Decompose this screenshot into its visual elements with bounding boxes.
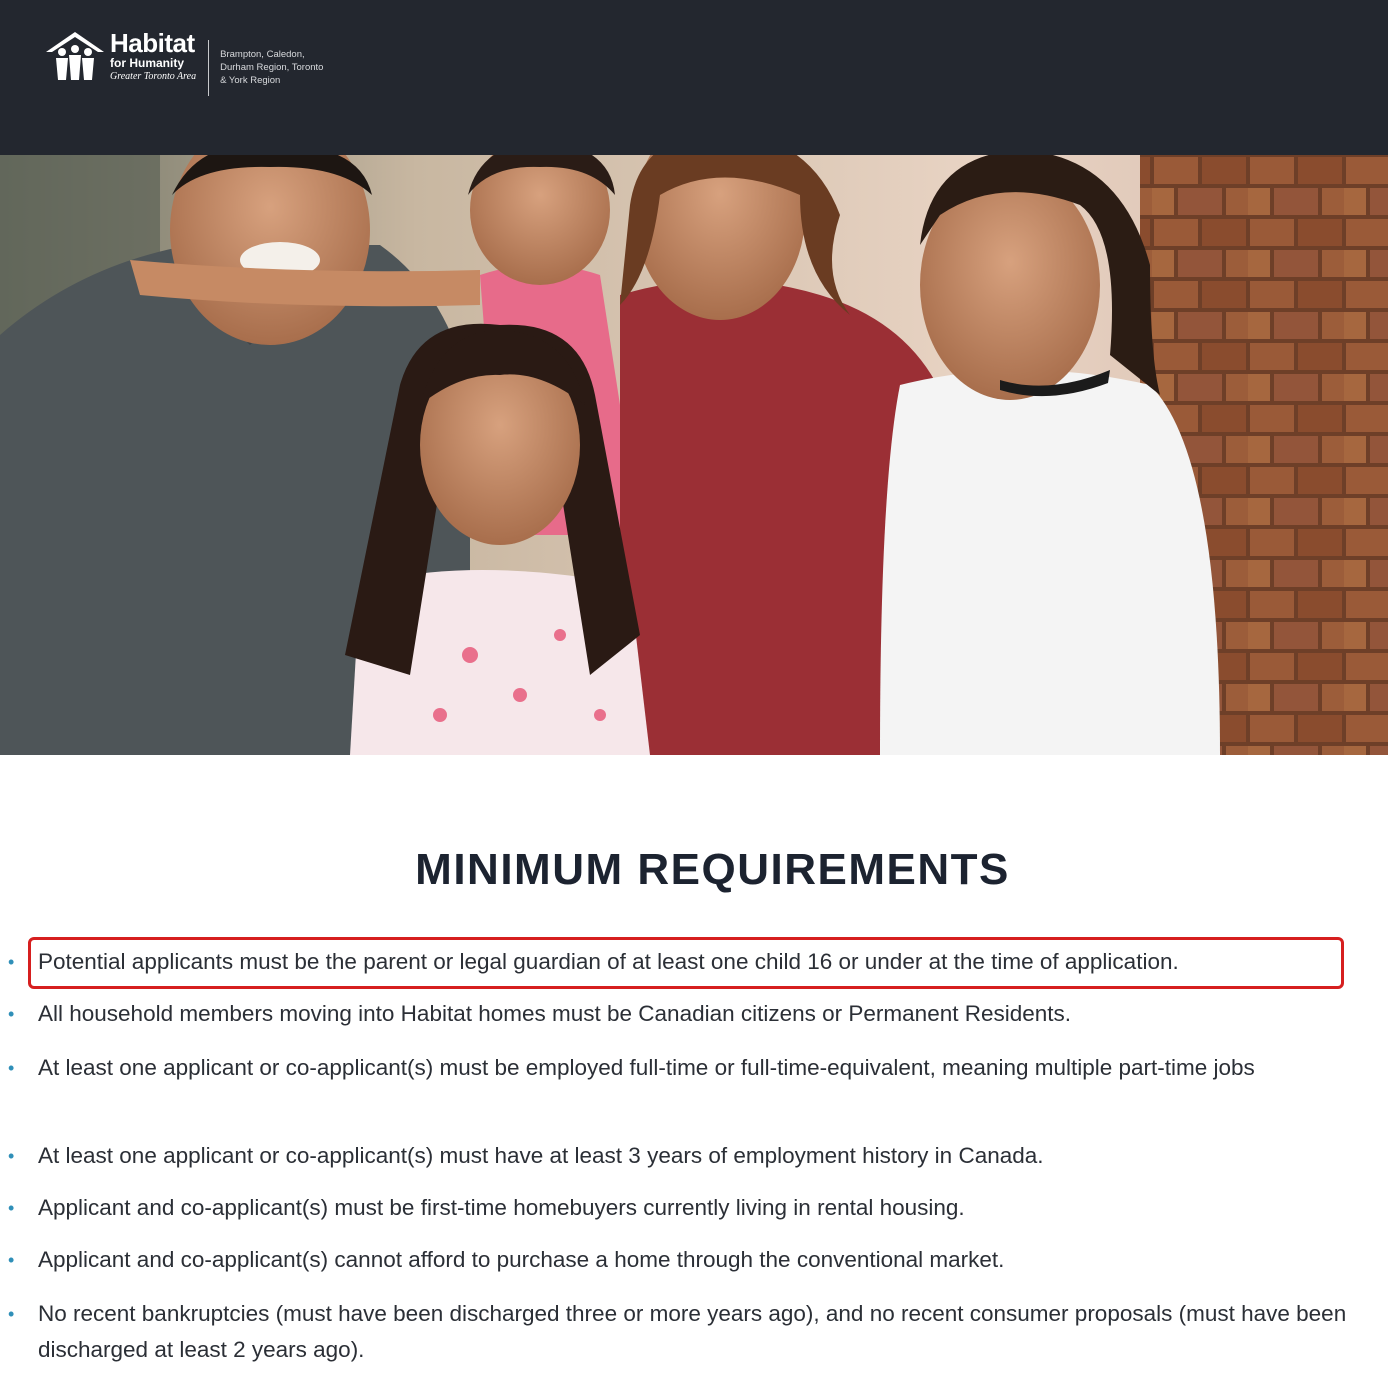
bullet-icon: • [8, 1146, 15, 1166]
logo-divider [208, 40, 209, 96]
page-title: MINIMUM REQUIREMENTS [415, 845, 1010, 894]
list-item [8, 1050, 1378, 1086]
requirements-section [0, 755, 1388, 1390]
family-photo [0, 155, 1388, 755]
habitat-house-people-icon [44, 30, 106, 82]
list-item [8, 1190, 1378, 1226]
requirement-text: No recent bankruptcies (must have been discharged three or more years ago), and no recent consumer proposals (must have been discharged at least 2 years ago). [38, 1301, 1347, 1362]
list-item [8, 1138, 1378, 1174]
region-line: Brampton, Caledon, [220, 49, 305, 60]
bullet-icon: • [8, 1250, 15, 1270]
requirement-text: All household members moving into Habitat homes must be Canadian citizens or Permanent Residents. [38, 1001, 1072, 1026]
list-item [8, 1242, 1378, 1278]
requirement-text: Applicant and co-applicant(s) must be first-time homebuyers currently living in rental housing. [38, 1195, 965, 1220]
requirement-text: Potential applicants must be the parent or legal guardian of at least one child 16 or under at the time of application. [38, 949, 1179, 974]
site-header [0, 0, 1388, 155]
requirement-text: At least one applicant or co-applicant(s) must be employed full-time or full-time-equivalent, meaning multiple part-time jobs [38, 1055, 1255, 1080]
region-label [220, 48, 350, 87]
region-line: & York Region [220, 75, 281, 86]
bullet-icon: • [8, 1004, 15, 1024]
bullet-icon: • [8, 1058, 15, 1078]
bullet-icon: • [8, 1304, 15, 1324]
requirement-text: At least one applicant or co-applicant(s) must have at least 3 years of employment history in Canada. [38, 1143, 1044, 1168]
list-item [8, 944, 1378, 980]
list-item [8, 1296, 1378, 1368]
bullet-icon: • [8, 952, 15, 972]
logo-affiliate: Greater Toronto Area [110, 71, 197, 82]
habitat-logo[interactable] [44, 30, 350, 96]
bullet-icon: • [8, 1198, 15, 1218]
region-line: Durham Region, Toronto [220, 62, 324, 73]
list-item [8, 996, 1378, 1032]
logo-subtitle: for Humanity [110, 56, 185, 70]
hero-family-photo [0, 155, 1388, 755]
logo-wordmark: Habitat [110, 28, 195, 58]
requirement-text: Applicant and co-applicant(s) cannot afford to purchase a home through the conventional market. [38, 1247, 1005, 1272]
